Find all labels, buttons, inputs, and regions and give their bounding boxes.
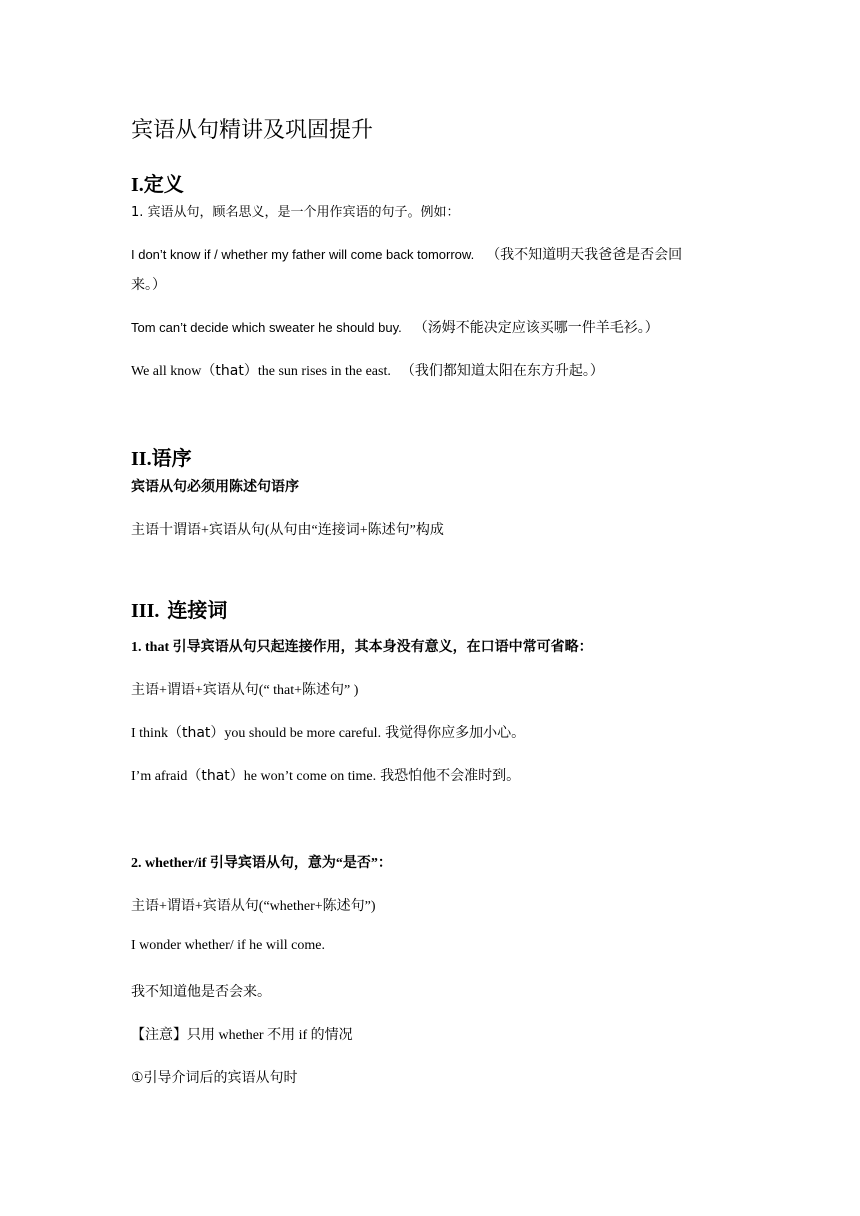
item-2-title: 2. whether/if 引导宾语从句，意为“是否”： — [131, 856, 392, 871]
item-2-example-english: I wonder whether/ if he will come. — [131, 938, 325, 953]
example-3-english-a: We all know — [131, 364, 202, 379]
section-2-formula: 主语十谓语+宾语从句(从句由“连接词+陈述句”构成 — [131, 523, 444, 538]
section-3-title: 连接词 — [167, 598, 228, 622]
section-2-subheading: 宾语从句必须用陈述句语序 — [131, 479, 299, 495]
item-1-example-1-english-a: I think — [131, 726, 168, 741]
item-1-example-2-chinese: 我恐怕他不会准时到。 — [380, 768, 521, 784]
item-1-example-1-english-b: you should be more careful. — [224, 726, 382, 741]
item-2-formula: 主语+谓语+宾语从句(“whether+陈述句”) — [131, 899, 376, 914]
section-1-heading — [131, 168, 184, 197]
example-3 — [131, 360, 604, 380]
example-3-english-b: the sun rises in the east. — [257, 364, 391, 379]
example-2-chinese: （汤姆不能决定应该买哪一件羊毛衫。） — [413, 320, 659, 336]
example-2 — [131, 317, 659, 337]
item-1-example-1-chinese: 我觉得你应多加小心。 — [385, 725, 526, 741]
example-2-english: Tom can’t decide which sweater he should buy. — [131, 320, 402, 335]
item-1-title: 1. that 引导宾语从句只起连接作用，其本身没有意义，在口语中常可省略： — [131, 640, 593, 655]
item-1-example-2-paren: （that） — [187, 768, 244, 784]
item-1-formula: 主语+谓语+宾语从句(“ that+陈述句” ) — [131, 683, 359, 698]
item-1-example-2 — [131, 765, 520, 785]
section-1-title: 定义 — [143, 172, 184, 196]
item-1-example-1 — [131, 722, 525, 742]
example-1 — [131, 244, 682, 264]
example-1-english: I don’t know if / whether my father will come back tomorrow. — [131, 247, 475, 262]
definition-paragraph: 1. 宾语从句，顾名思义，是一个用作宾语的句子。例如： — [131, 205, 460, 220]
example-3-paren: （that） — [201, 363, 258, 379]
example-1-chinese: （我不知道明天我爸爸是否会回 — [486, 247, 683, 263]
note-heading: 【注意】只用 whether 不用 if 的情况 — [131, 1028, 353, 1043]
section-3-number: III. — [131, 600, 160, 622]
item-1-example-2-english-a: I’m afraid — [131, 769, 188, 784]
page-title: 宾语从句精讲及巩固提升 — [131, 118, 374, 143]
example-1-chinese-cont: 来。） — [131, 277, 166, 293]
section-2-title: 语序 — [151, 446, 192, 470]
item-1-example-2-english-b: he won’t come on time. — [243, 769, 377, 784]
example-3-chinese: （我们都知道太阳在东方升起。） — [400, 363, 604, 379]
item-1-example-1-paren: （that） — [167, 725, 225, 741]
note-item-1: ①引导介词后的宾语从句时 — [131, 1070, 298, 1086]
section-3-heading — [131, 594, 227, 623]
section-2-number: II. — [131, 448, 152, 470]
section-2-heading — [131, 442, 192, 471]
item-2-example-chinese: 我不知道他是否会来。 — [131, 984, 271, 1000]
section-1-number: I. — [131, 174, 144, 196]
